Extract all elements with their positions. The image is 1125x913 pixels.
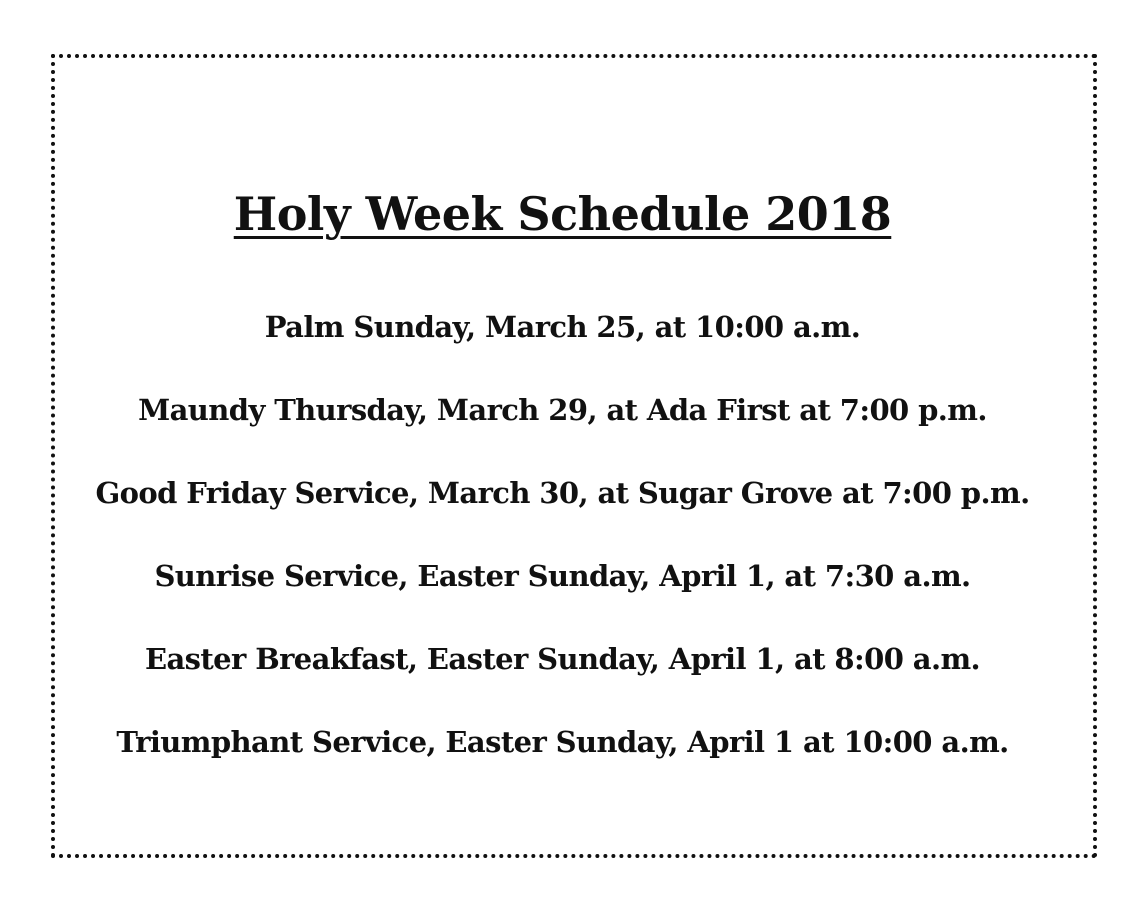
- page-title: [0, 187, 1125, 241]
- schedule-list: [0, 305, 1125, 803]
- schedule-item-palm-sunday: Palm Sunday, March 25, at 10:00 a.m.: [264, 310, 861, 344]
- schedule-item-good-friday: Good Friday Service, March 30, at Sugar Grove at 7:00 p.m.: [95, 476, 1030, 510]
- page-title-text: Holy Week Schedule 2018: [233, 187, 892, 241]
- schedule-item-sunrise-service: Sunrise Service, Easter Sunday, April 1, at 7:30 a.m.: [154, 559, 971, 593]
- schedule-item-maundy-thursday: Maundy Thursday, March 29, at Ada First at 7:00 p.m.: [138, 393, 987, 427]
- schedule-item-triumphant-service: Triumphant Service, Easter Sunday, April 1 at 10:00 a.m.: [116, 725, 1009, 759]
- schedule-item-easter-breakfast: Easter Breakfast, Easter Sunday, April 1, at 8:00 a.m.: [144, 642, 981, 676]
